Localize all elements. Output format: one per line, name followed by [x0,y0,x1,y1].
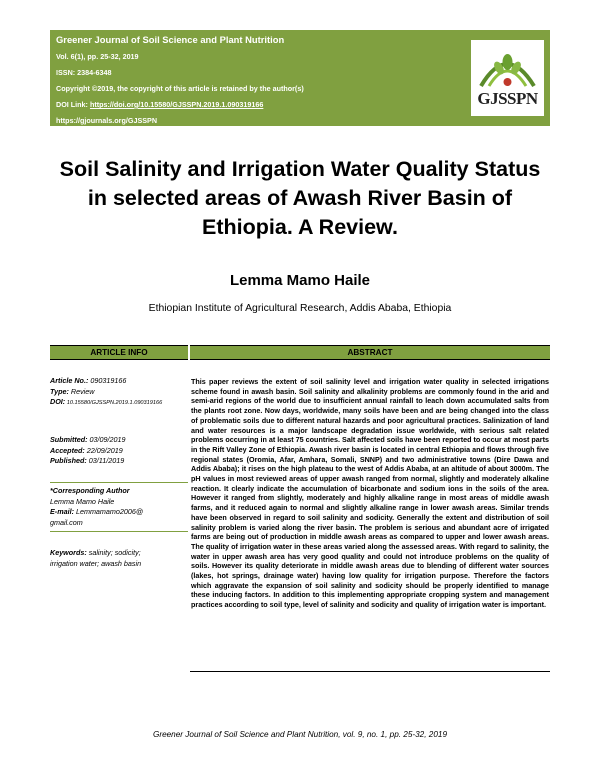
journal-name: Greener Journal of Soil Science and Plant Nutrition [56,34,285,45]
journal-header [50,30,550,126]
abstract-text: This paper reviews the extent of soil salinity level and irrigation water quality in selected irrigations scheme found in awash basin. Soil salinity and alkalinity problems are commonly found in the arid and semi-arid regions of the world due to insufficient annual rainfall to leach down accumulated salts from the plants root zone. Now days, worldwide, many soils have been and are being changed into the class of problematic soils due to different natural hazards and poor agricultural practices. Salinization of land and water resources is a major landscape degradation issue worldwide, with serious salt related problems occurring in at least 75 countries. Salt affected soils have been reported to occur at most parts in the Rift Valley Zone of Ethiopia. Awash river basin is located in central Ethiopia and flows through five regional states (Oromia, Afar, Amhara, Somali, SNNP) and two administrative towns (Dire Dawa and Addis Ababa); it rises on the high plateau to the west of Addis Ababa, at an altitude of about 3000m. The pH values in most reviewed areas of upper awash ranged from normal, slightly and moderately alkaline reaction. It clearly indicate the accumulation of bicarbonate and sodium ions in the soils of the area. However it ranged from slightly, moderately and highly alkaline range in most areas of middle awash farms, and it reduced again to normal and slightly alkaline range in lower awash areas. Similar trends have been observed in regard to soil salinity and sodicity. Generally the extent and distribution of soil salinity problem is varied along the river basin. The problem is serious and abundant acre of irrigated farms are being out of production in middle awash areas as compared to upper and lower awash areas. The quality of irrigation water in these areas varied along the assessed areas. With regard to salinity, the water in upper awash area has very good quality and could not introduce problems on the quality of soils. However its quality deteriorate in middle awash areas due to blending of different water sources (lakes, hot springs, drainage water) having low quality for irrigation purpose. Therefore the factors which aggravate the expansion of soil salinity and sodicity should be properly identified to manage these inducing factors. In addition to this implementing appropriate cropping system and management practices according to soil type, level of salinity and sodicity and quality of irrigation water is important. [191,377,549,610]
author-email[interactable]: E-mail: Lemmamamo2006@ [50,507,144,517]
leaf-logo-icon [477,48,538,88]
journal-info [56,33,304,130]
article-doi: DOI: 10.15580/GJSSPN.2019.1.090319166 [50,397,163,407]
corresponding-author-label: *Corresponding Author [50,486,130,495]
article-dates [50,435,188,467]
volume-info: Vol. 6(1), pp. 25-32, 2019 [56,52,139,61]
submitted-date: Submitted: 03/09/2019 [50,435,126,444]
accepted-date: Accepted: 22/09/2019 [50,445,123,455]
keywords-line-1: Keywords: salinity; sodicity; [50,548,141,557]
doi-prefix: DOI Link: [56,100,90,109]
page-footer: Greener Journal of Soil Science and Plant Nutrition, vol. 9, no. 1, pp. 25-32, 2019 [152,730,448,739]
article-no: Article No.: 090319166 [50,376,127,385]
doi-link[interactable]: https://doi.org/10.15580/GJSSPN.2019.1.090319166 [89,100,264,109]
paper-title: Soil Salinity and Irrigation Water Quality Status in selected areas of Awash River Basin of Ethiopia. A Review. [59,157,541,239]
abstract-divider [190,671,550,672]
doi-line [56,98,304,114]
issn: ISSN: 2384-6348 [56,68,112,77]
logo-text: GJSSPN [477,89,538,108]
author-email-domain[interactable]: gmail.com [50,517,83,527]
published-date: Published: 03/11/2019 [50,456,125,466]
journal-site-link[interactable]: https://gjournals.org/GJSSPN [56,116,158,125]
author-name: Lemma Mamo Haile [229,272,371,289]
keywords [50,548,188,569]
journal-logo [471,40,544,116]
copyright: Copyright ©2019, the copyright of this article is retained by the author(s) [56,84,304,93]
article-meta [50,376,188,409]
author-affiliation: Ethiopian Institute of Agricultural Research, Addis Ababa, Ethiopia [148,303,452,314]
corresponding-author-box [50,482,188,532]
corresponding-author-name: Lemma Mamo Haile [50,496,115,506]
keywords-line-2: irrigation water; awash basin [50,558,142,568]
article-type: Type: Review [50,386,95,396]
article-info-heading: ARTICLE INFO [50,345,188,360]
abstract-heading: ABSTRACT [190,345,550,360]
